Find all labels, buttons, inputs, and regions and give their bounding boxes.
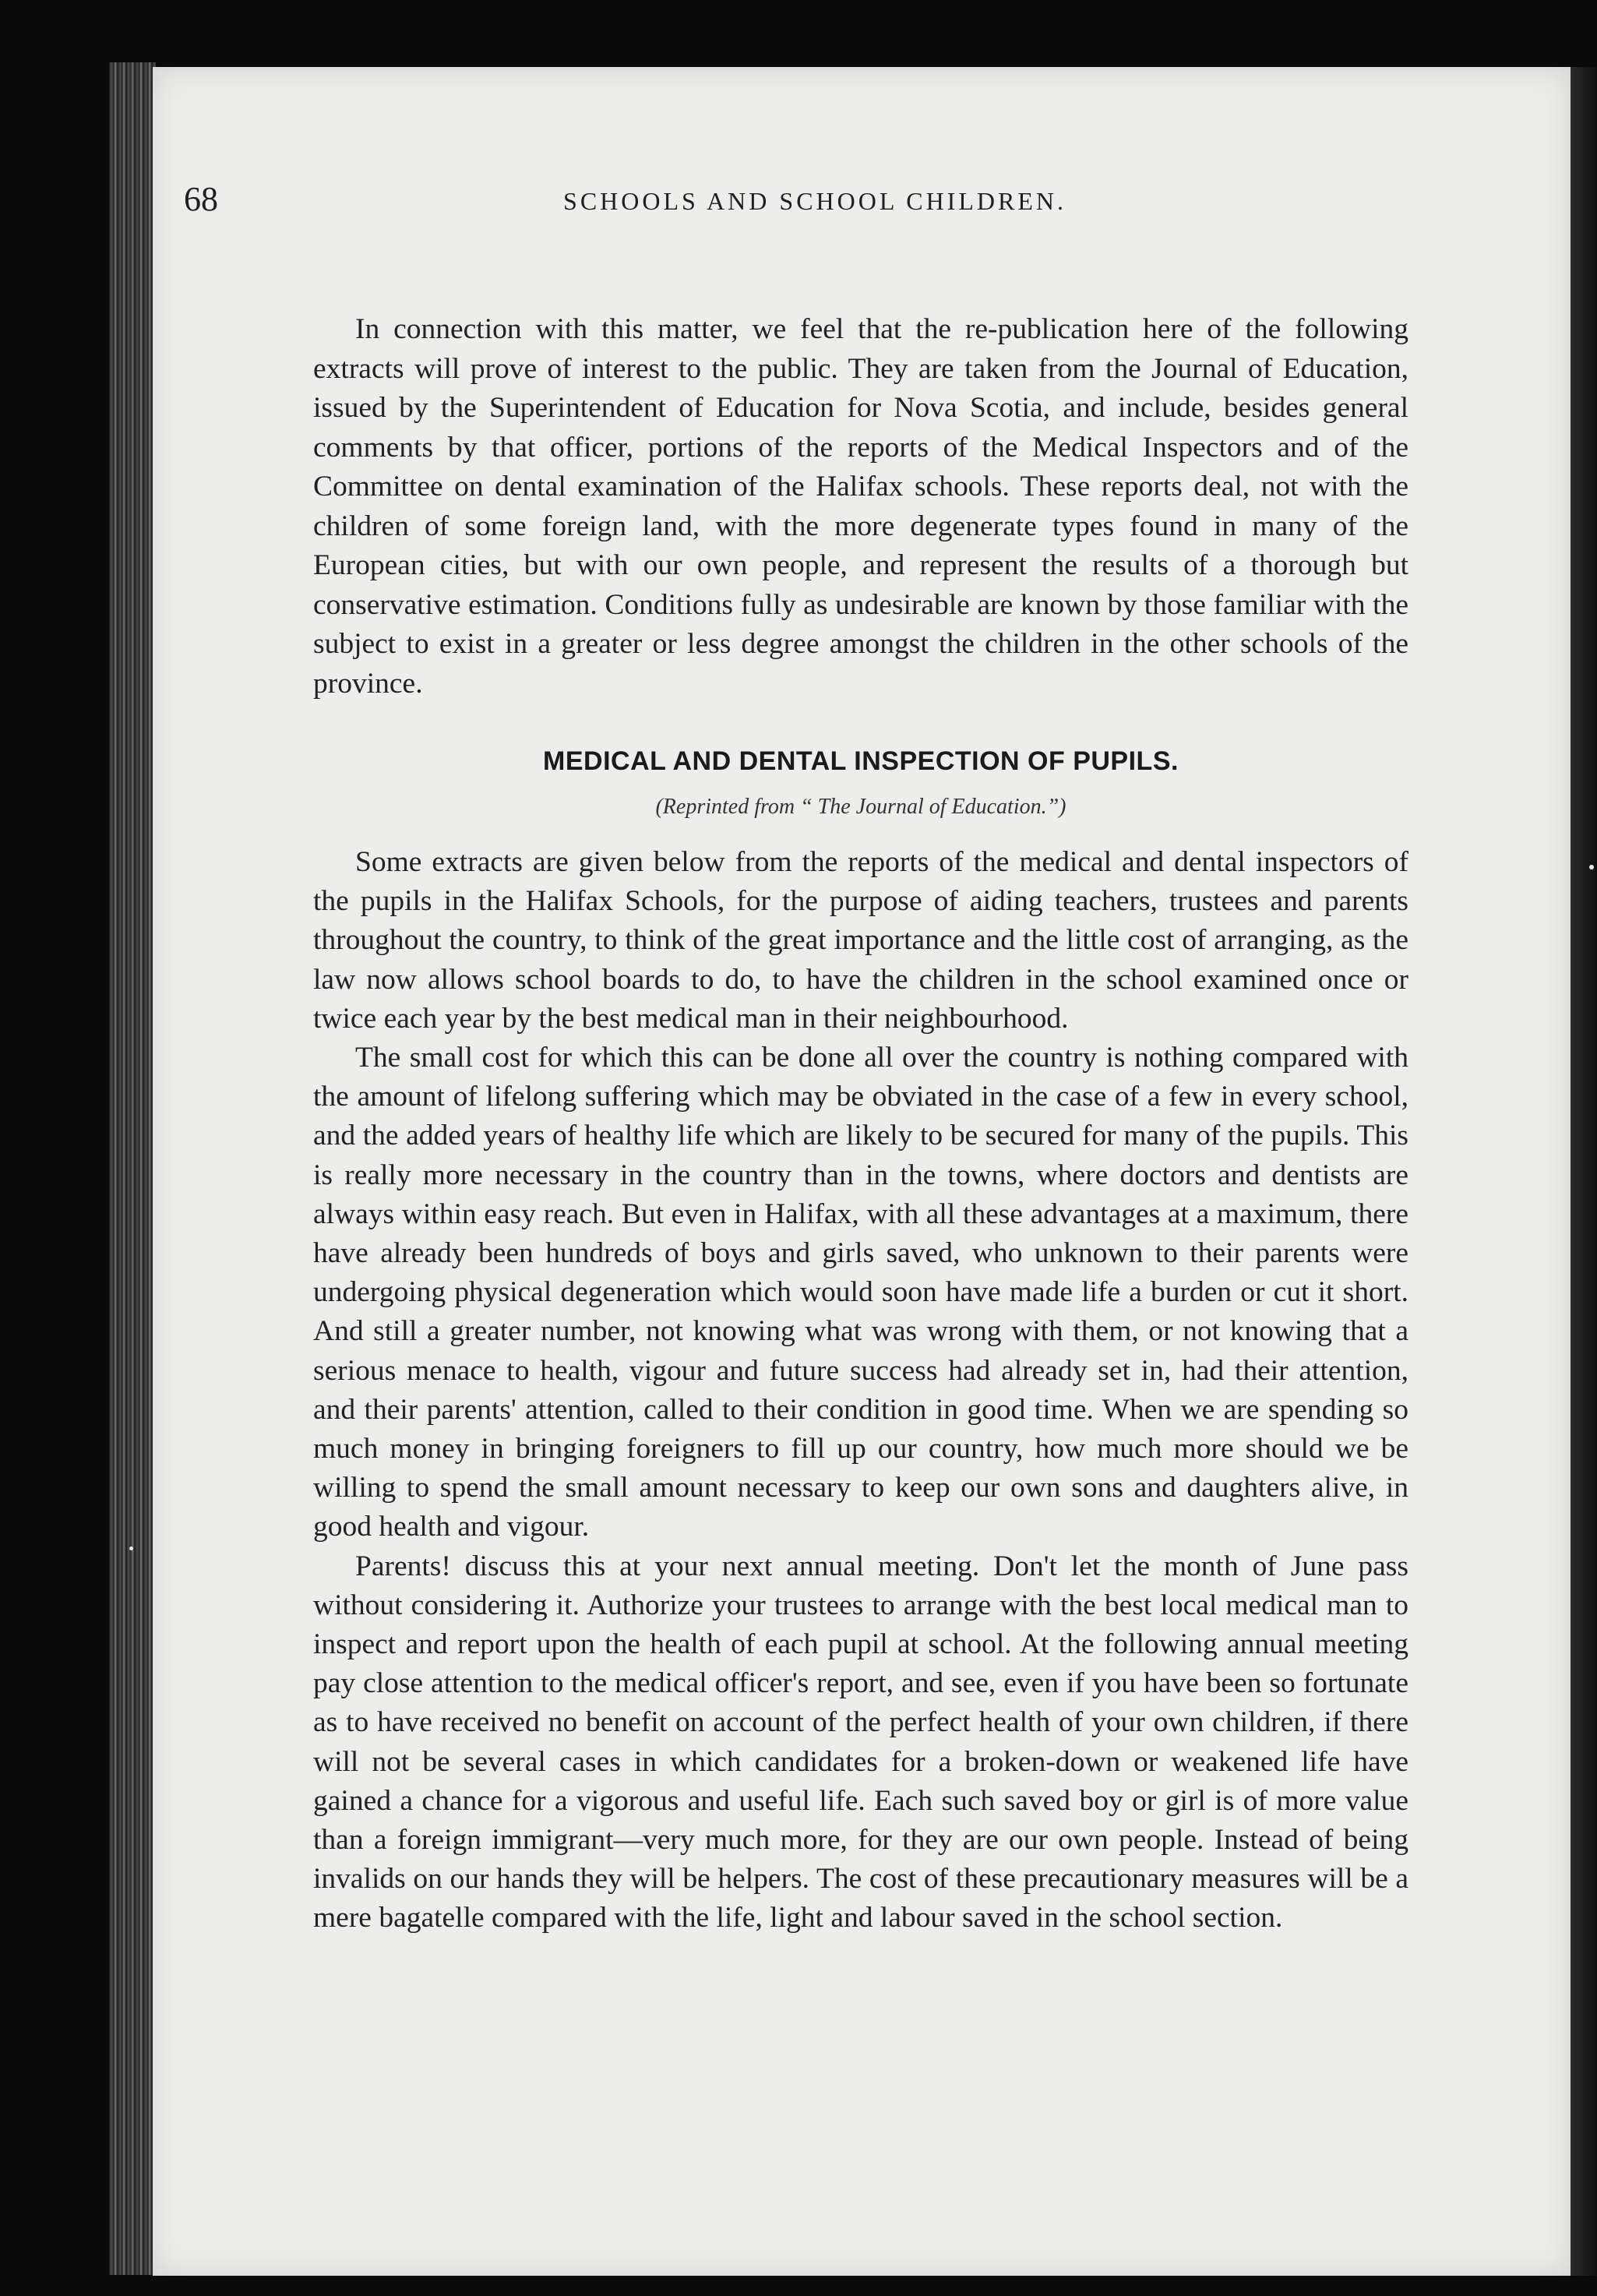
- body-paragraph-3: Parents! discuss this at your next annual meeting. Don't let the month of June pass without considering it. Authorize your trustees to arrange with the best local medical man to inspect and report upon the health of each pupil at school. At the following annual meeting pay close attention to the medical officer's report, and see, even if you have been so fortunate as to have received no benefit on account of the perfect health of your own children, if there will not be several cases in which candidates for a broken-down or weakened life have gained a chance for a vigorous and useful life. Each such saved boy or girl is of more value than a foreign immigrant—very much more, for they are our own people. Instead of being invalids on our hands they will be helpers. The cost of these precautionary measures will be a mere bagatelle compared with the life, light and labour saved in the school section.: [313, 1550, 1408, 1934]
- intro-paragraph: In connection with this matter, we feel that the re-publication here of the following extracts will prove of interest to the public. They are taken from the Journal of Education, issued by the Superintendent of Education for Nova Scotia, and include, besides general comments by that officer, portions of the reports of the Medical Inspectors and of the Committee on dental examination of the Halifax schools. These reports deal, not with the children of some foreign land, with the more degenerate types found in many of the European cities, but with our own people, and represent the results of a thorough but conservative estimation. Conditions fully as undesirable are known by those familiar with the subject to exist in a greater or less degree amongst the children in the other schools of the province.: [313, 313, 1408, 700]
- page-right-edge-shadow: [1571, 67, 1597, 2276]
- page-header: [184, 179, 1446, 234]
- book-binding-edge: [109, 62, 156, 2275]
- scan-speck: [129, 1547, 133, 1550]
- scan-speck: [1589, 865, 1594, 869]
- running-head: SCHOOLS AND SCHOOL CHILDREN.: [563, 187, 1066, 215]
- body-paragraph-2: The small cost for which this can be done all over the country is nothing compared with the amount of lifelong suffering which may be obviated in the case of a few in every school, and the added years of healthy life which are likely to be secured for many of the pupils. This is really more necessary in the country than in the towns, where doctors and dentists are always within easy reach. But even in Halifax, with all these advantages at a maximum, there have already been hundreds of boys and girls saved, who unknown to their parents were undergoing physical degeneration which would soon have made life a burden or cut it short. And still a greater number, not knowing what was wrong with them, or not knowing that a serious menace to health, vigour and future success had already set in, had their attention, and their parents' attention, called to their condition in good time. When we are spending so much money in bringing foreigners to fill up our country, how much more should we be willing to spend the small amount necessary to keep our own sons and daughters alive, in good health and vigour.: [313, 1042, 1408, 1543]
- section-title: MEDICAL AND DENTAL INSPECTION OF PUPILS.: [543, 746, 1179, 776]
- body-paragraph-1: Some extracts are given below from the reports of the medical and dental inspectors of the pupils in the Halifax Schools, for the purpose of aiding teachers, trustees and parents throughout the country, to think of the great importance and the little cost of arranging, as the law now allows school boards to do, to have the children in the school examined once or twice each year by the best medical man in their neighbourhood.: [313, 846, 1408, 1035]
- section-body: [313, 843, 1408, 1938]
- section-source-note: (Reprinted from “ The Journal of Education.”): [655, 795, 1066, 819]
- intro-paragraph-block: [313, 310, 1408, 704]
- page-number: 68: [184, 180, 218, 218]
